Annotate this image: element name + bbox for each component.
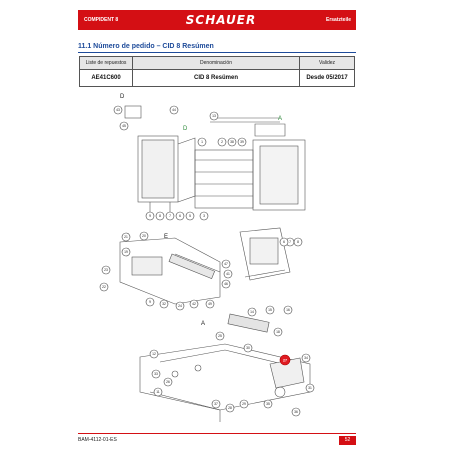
callout: 14 [250,310,254,315]
view-label-a-green: A [278,116,283,122]
callout: 26 [166,380,170,385]
callout: 6 [179,214,181,219]
table-row [80,70,355,87]
callout: 30 [246,346,250,351]
parts-table [79,56,355,87]
callout-highlighted: 27 [283,358,287,363]
page-number: 52 [339,436,356,445]
callout: 42 [192,302,196,307]
brand-logo: SCHAUER [185,13,257,27]
view-label-d: D [120,94,125,100]
cell-validity: Desde 05/2017 [300,70,355,87]
callout: 31 [308,386,312,391]
callout: 45 [122,124,126,129]
callout: 22 [102,285,106,290]
col-header-validity: Validez [300,57,355,70]
callout: 38 [230,140,234,145]
callout: 23 [104,268,108,273]
callout: 39 [240,140,244,145]
view-label-e: E [164,234,169,240]
callout: 44 [172,108,176,113]
callout: 28 [228,406,232,411]
callout: 21 [124,235,128,240]
cell-designation: CID 8 Resümen [133,70,300,87]
callout: 15 [268,308,272,313]
exploded-parts-diagram [80,92,354,428]
callout: 9 [149,214,151,219]
callout: 16 [286,308,290,313]
callout: 11 [156,390,160,395]
callout: 3 [203,214,205,219]
callout: 9 [149,300,151,305]
callout: 37 [214,402,218,407]
callout: 13 [212,114,216,119]
col-header-designation: Denominación [133,57,300,70]
callout: 24 [178,304,182,309]
callout: 25 [218,334,222,339]
callout: 20 [142,234,146,239]
callouts-top [114,106,246,220]
section-title: 11.1 Número de pedido – CID 8 Resúmen [78,43,356,53]
callout: 47 [224,262,228,267]
callout: 1 [201,140,203,145]
footer-divider [78,433,356,434]
view-label-d-green: D [183,126,188,132]
header-section-label: Ersatzteile [325,17,351,23]
callout: 36 [294,410,298,415]
callout: 46 [224,282,228,287]
callout: 35 [266,402,270,407]
callout: 8 [297,240,299,245]
cell-part-number: AE41C600 [80,70,133,87]
diagram-linework [120,106,310,422]
callout: 12 [152,352,156,357]
view-label-a: A [201,321,206,327]
callout: 6 [283,240,285,245]
callout: 2 [221,140,223,145]
callout: 7 [169,214,171,219]
callout: 18 [276,330,280,335]
callout: 29 [242,402,246,407]
callout: 19 [124,250,128,255]
col-header-parts-list: Liste de repuestos [80,57,133,70]
callout: 49 [208,302,212,307]
callout: 7 [289,240,291,245]
page-header [78,10,356,30]
callout: 43 [116,108,120,113]
document-id: BAM-4112-01-ES [78,437,117,443]
callout: 33 [154,372,158,377]
callout: 5 [189,214,191,219]
product-name: COMPIDENT 8 [84,17,119,23]
callout: 34 [304,356,308,361]
callout: 32 [162,302,166,307]
callout: 8 [159,214,161,219]
callout: 41 [226,272,230,277]
table-header-row [80,57,355,70]
